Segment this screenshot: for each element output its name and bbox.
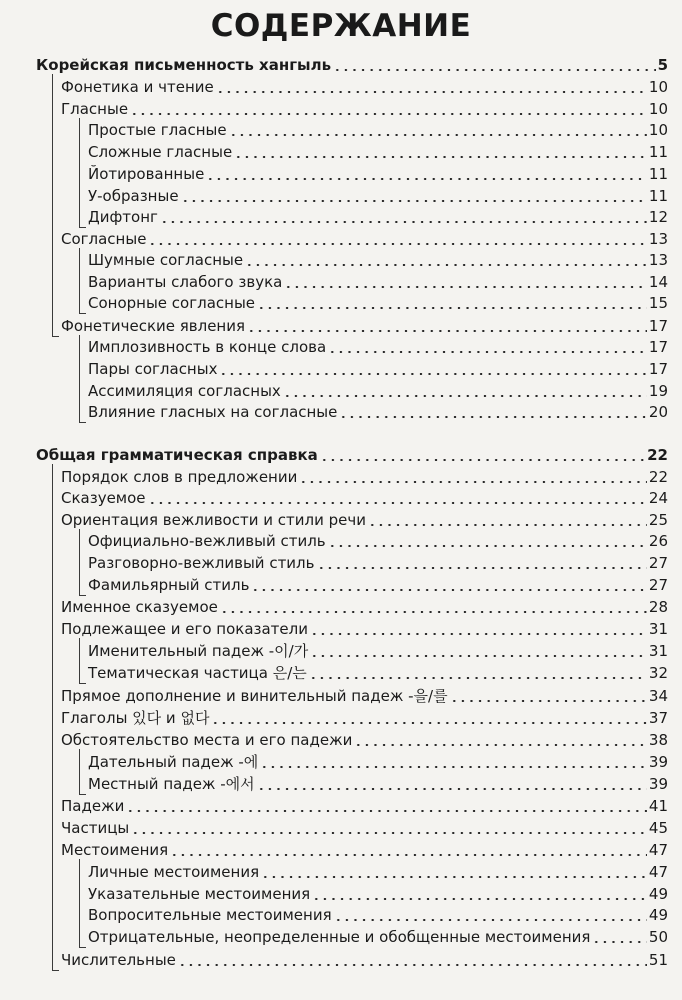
toc-page-number: 25	[648, 511, 668, 529]
toc-entry[interactable]	[88, 207, 668, 227]
toc-entry[interactable]	[61, 796, 668, 816]
toc-entry-title: Йотированные	[88, 165, 205, 183]
toc-page-number: 41	[648, 797, 668, 815]
toc-entry-title: Общая грамматическая справка	[36, 446, 318, 464]
dot-leader	[339, 416, 647, 418]
dot-leader	[260, 766, 647, 768]
toc-entry-title: Сонорные согласные	[88, 294, 256, 312]
dot-leader	[312, 898, 647, 900]
toc-page-number: 49	[648, 885, 668, 903]
toc-page-number: 19	[648, 382, 668, 400]
dot-leader	[450, 700, 647, 702]
hierarchy-guide-line	[79, 859, 86, 948]
dot-leader	[206, 178, 647, 180]
toc-entry[interactable]	[61, 229, 668, 249]
toc-page-number: 10	[648, 100, 668, 118]
hierarchy-guide-line	[79, 638, 86, 684]
dot-leader	[247, 330, 647, 332]
toc-entry-title: Гласные	[61, 100, 129, 118]
toc-page-number: 27	[648, 554, 668, 572]
dot-leader	[234, 156, 647, 158]
toc-entry-title: Фонетика и чтение	[61, 78, 214, 96]
dot-leader	[170, 854, 647, 856]
toc-entry[interactable]	[36, 55, 668, 75]
page-title: СОДЕРЖАНИЕ	[210, 8, 472, 44]
dot-leader	[592, 941, 646, 943]
toc-entry[interactable]	[61, 510, 668, 530]
toc-entry-title: Прямое дополнение и винительный падеж -을/를	[61, 687, 448, 705]
dot-leader	[310, 633, 647, 635]
toc-entry-title: Порядок слов в предложении	[61, 468, 298, 486]
dot-leader	[284, 286, 647, 288]
toc-entry-title: Официально-вежливый стиль	[88, 532, 326, 550]
toc-entry-title: Варианты слабого звука	[88, 273, 283, 291]
toc-page-number: 20	[648, 403, 668, 421]
toc-entry[interactable]	[61, 708, 668, 728]
toc-page-number: 17	[648, 338, 668, 356]
toc-entry[interactable]	[88, 164, 668, 184]
toc-entry-title: Фамильярный стиль	[88, 576, 250, 594]
toc-entry-title: Пары согласных	[88, 360, 218, 378]
dot-leader	[219, 373, 646, 375]
toc-entry-title: Вопросительные местоимения	[88, 906, 332, 924]
hierarchy-guide-line	[52, 464, 59, 971]
toc-entry[interactable]	[61, 99, 668, 119]
dot-leader	[130, 113, 647, 115]
toc-page-number: 34	[648, 687, 668, 705]
toc-page-number: 49	[648, 906, 668, 924]
dot-leader	[310, 655, 647, 657]
toc-entry-title: Ориентация вежливости и стили речи	[61, 511, 366, 529]
toc-page-number: 47	[648, 863, 668, 881]
toc-page-number: 17	[648, 317, 668, 335]
toc-entry[interactable]	[88, 293, 668, 313]
toc-page-number: 39	[648, 753, 668, 771]
toc-page-number: 26	[648, 532, 668, 550]
toc-entry-title: Ассимиляция согласных	[88, 382, 281, 400]
dot-leader	[309, 677, 647, 679]
toc-page-number: 13	[648, 230, 668, 248]
dot-leader	[257, 788, 647, 790]
toc-entry-title: Дифтонг	[88, 208, 158, 226]
dot-leader	[320, 459, 645, 461]
toc-page-number: 10	[648, 121, 668, 139]
toc-entry[interactable]	[61, 840, 668, 860]
toc-entry[interactable]	[88, 250, 668, 270]
dot-leader	[333, 69, 655, 71]
toc-entry[interactable]	[88, 575, 668, 595]
dot-leader	[126, 810, 647, 812]
toc-entry[interactable]	[88, 553, 668, 573]
toc-entry-title: Падежи	[61, 797, 125, 815]
dot-leader	[178, 964, 647, 966]
toc-entry[interactable]	[88, 531, 668, 551]
dot-leader	[148, 243, 646, 245]
toc-page-number: 50	[648, 928, 668, 946]
dot-leader	[299, 481, 647, 483]
toc-entry[interactable]	[88, 381, 668, 401]
toc-entry[interactable]	[88, 905, 668, 925]
toc-entry-title: Тематическая частица 은/는	[88, 664, 307, 682]
toc-page-number: 11	[648, 187, 668, 205]
toc-entry[interactable]	[61, 488, 668, 508]
toc-page-number: 11	[648, 143, 668, 161]
toc-page-number: 24	[648, 489, 668, 507]
toc-entry-title: Фонетические явления	[61, 317, 246, 335]
toc-page-number: 11	[648, 165, 668, 183]
dot-leader	[334, 919, 647, 921]
dot-leader	[160, 221, 647, 223]
toc-page-number: 14	[648, 273, 668, 291]
dot-leader	[257, 307, 647, 309]
toc-entry[interactable]	[61, 316, 668, 336]
toc-page-number: 32	[648, 664, 668, 682]
toc-entry[interactable]	[61, 619, 668, 639]
dot-leader	[328, 351, 647, 353]
toc-page-number: 28	[648, 598, 668, 616]
toc-page-number: 5	[657, 56, 668, 74]
toc-entry-title: Дательный падеж -에	[88, 753, 259, 771]
toc-entry-title: Простые гласные	[88, 121, 227, 139]
toc-entry[interactable]	[88, 272, 668, 292]
toc-page-number: 51	[648, 951, 668, 969]
toc-entry-title: Сказуемое	[61, 489, 146, 507]
toc-entry[interactable]	[88, 862, 668, 882]
toc-entry[interactable]	[61, 730, 668, 750]
dot-leader	[245, 264, 647, 266]
toc-page-number: 17	[648, 360, 668, 378]
toc-page-number: 31	[648, 642, 668, 660]
toc-entry[interactable]	[88, 337, 668, 357]
toc-entry-title: Частицы	[61, 819, 130, 837]
hierarchy-guide-line	[79, 749, 86, 795]
toc-entry-title: У-образные	[88, 187, 179, 205]
toc-page-number: 10	[648, 78, 668, 96]
dot-leader	[328, 545, 647, 547]
toc-page-number: 45	[648, 819, 668, 837]
toc-entry[interactable]	[88, 927, 668, 947]
toc-page-number: 12	[648, 208, 668, 226]
toc-entry-title: Обстоятельство места и его падежи	[61, 731, 353, 749]
toc-entry-title: Глаголы 있다 и 없다	[61, 709, 210, 727]
toc-page-number: 31	[648, 620, 668, 638]
toc-entry[interactable]	[88, 663, 668, 683]
dot-leader	[211, 722, 646, 724]
dot-leader	[220, 611, 647, 613]
toc-entry[interactable]	[88, 120, 668, 140]
dot-leader	[368, 524, 647, 526]
toc-entry[interactable]	[36, 445, 668, 465]
toc-entry-title: Сложные гласные	[88, 143, 233, 161]
toc-entry[interactable]	[88, 186, 668, 206]
toc-page-number: 37	[648, 709, 668, 727]
toc-entry[interactable]	[88, 641, 668, 661]
toc-entry[interactable]	[88, 884, 668, 904]
toc-entry[interactable]	[61, 818, 668, 838]
toc-page-number: 13	[648, 251, 668, 269]
dot-leader	[148, 502, 647, 504]
toc-entry[interactable]	[61, 686, 668, 706]
hierarchy-guide-line	[52, 74, 59, 337]
toc-entry-title: Шумные согласные	[88, 251, 244, 269]
dot-leader	[229, 134, 647, 136]
toc-entry-title: Местоимения	[61, 841, 169, 859]
toc-entry-title: Согласные	[61, 230, 147, 248]
toc-page-number: 15	[648, 294, 668, 312]
hierarchy-guide-line	[79, 118, 86, 228]
dot-leader	[317, 567, 647, 569]
toc-entry[interactable]	[61, 467, 668, 487]
toc-entry-title: Разговорно-вежливый стиль	[88, 554, 315, 572]
toc-entry[interactable]	[61, 950, 668, 970]
toc-entry-title: Числительные	[61, 951, 176, 969]
toc-entry-title: Имплозивность в конце слова	[88, 338, 327, 356]
toc-page-number: 27	[648, 576, 668, 594]
toc-entry[interactable]	[88, 402, 668, 422]
toc-entry-title: Корейская письменность хангыль	[36, 56, 332, 74]
dot-leader	[251, 589, 646, 591]
hierarchy-guide-line	[79, 529, 86, 596]
dot-leader	[216, 91, 647, 93]
toc-entry[interactable]	[88, 359, 668, 379]
toc-entry-title: Местный падеж -에서	[88, 775, 255, 793]
hierarchy-guide-line	[79, 335, 86, 423]
toc-entry-title: Именное сказуемое	[61, 598, 218, 616]
toc-entry[interactable]	[61, 77, 668, 97]
toc-entry-title: Именительный падеж -이/가	[88, 642, 309, 660]
dot-leader	[131, 832, 647, 834]
toc-page-number: 22	[648, 468, 668, 486]
toc-entry[interactable]	[88, 752, 668, 772]
dot-leader	[354, 744, 647, 746]
toc-entry-title: Влияние гласных на согласные	[88, 403, 338, 421]
toc-page-number: 38	[648, 731, 668, 749]
dot-leader	[181, 200, 647, 202]
hierarchy-guide-line	[79, 248, 86, 314]
dot-leader	[283, 395, 647, 397]
toc-entry-title: Отрицательные, неопределенные и обобщенные местоимения	[88, 928, 591, 946]
toc-entry-title: Личные местоимения	[88, 863, 260, 881]
dot-leader	[261, 876, 647, 878]
toc-page-number: 22	[647, 446, 668, 464]
toc-entry[interactable]	[61, 597, 668, 617]
toc-entry[interactable]	[88, 142, 668, 162]
toc-entry[interactable]	[88, 774, 668, 794]
toc-page-number: 39	[648, 775, 668, 793]
toc-page-number: 47	[648, 841, 668, 859]
toc-entry-title: Подлежащее и его показатели	[61, 620, 308, 638]
toc-entry-title: Указательные местоимения	[88, 885, 311, 903]
